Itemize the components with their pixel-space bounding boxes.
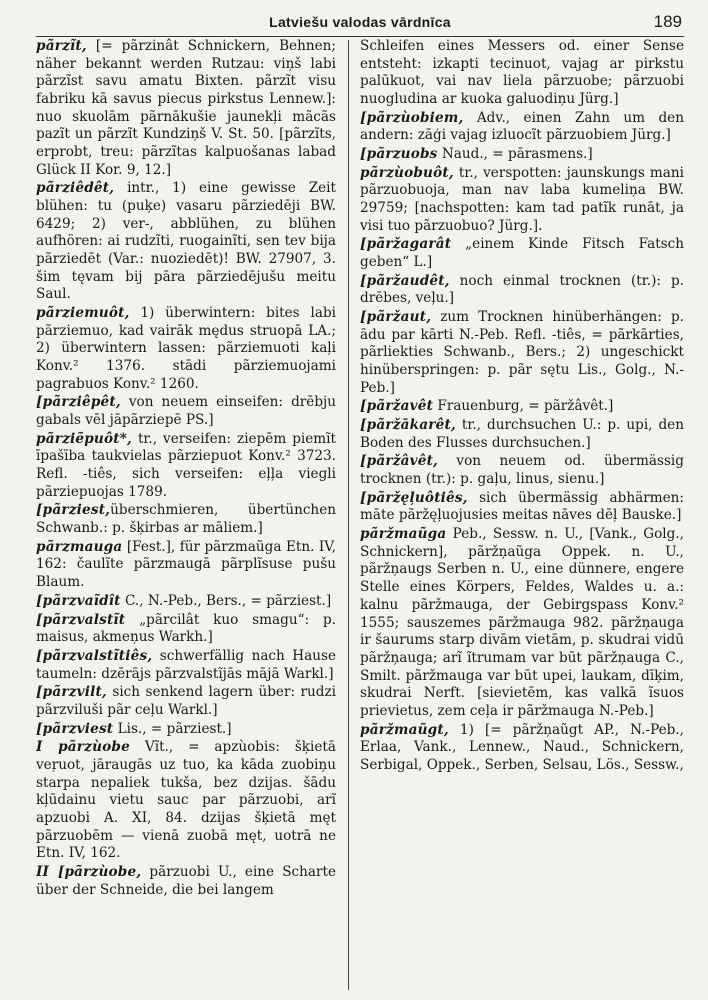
dictionary-entry [36,431,336,502]
entry-lemma: [pãrzviest [36,720,114,737]
entry-text: C., N.-Peb., Bers., = pãrziest.] [120,592,332,609]
entry-text: Adv., einen Zahn um den andern: zāģi vajag izluocĩt pãrzuobiem Jürg.] [360,109,684,144]
entry-lemma: pãrzùobuôt, [360,164,454,181]
entry-text: Frauenburg, = pãržâvêt.] [433,398,614,415]
entry-text: schwerfällig nach Hause taumeln: dzērājs pãrzvalstĩjās mājā Warkl.] [36,647,336,682]
entry-text: noch einmal trocknen (tr.): p. drēbes, veļu.] [360,272,684,307]
dictionary-entry [360,453,684,488]
entry-lemma: II [pãrzùobe, [36,863,142,880]
dictionary-entry [36,864,336,899]
dictionary-entry [36,180,336,304]
dictionary-entry [36,648,336,683]
entry-text: Schleifen eines Messers od. einer Sense entsteht: izkapti tecinuot, vajag ar pirkstu palūkuot, vai nav liela pãrzuobe; pãrzuobi nuogludina ar kuoka galuodiņu Jürg.] [360,38,684,108]
entry-lemma: pãrzĩt, [36,38,87,54]
dictionary-entry [360,490,684,525]
dictionary-entry [36,593,336,611]
dictionary-entry [360,722,684,775]
right-column [360,38,684,994]
entry-text: sich senkend lagern über: rudzi pãrzviluši pãr ceļu Warkl.] [36,684,336,718]
dictionary-entry [36,38,336,179]
entry-text: Naud., = pārasmens.] [437,146,593,163]
dictionary-entry [360,146,684,164]
entry-lemma: pãrzmauga [36,538,123,555]
dictionary-entry [360,398,684,416]
dictionary-entry [36,502,336,537]
dictionary-entry [36,394,336,429]
entry-text: 1) [= pãržņaũgt AP., N.-Peb., Erlaa, Vank., Lennew., Naud., Schnickern, Serbigal, Oppek., Serben, Selsau, Lös., Sessw., [360,721,684,773]
dictionary-entry [360,110,684,145]
entry-text: tr., durchsuchen U.: p. upi, den Boden des Flusses durchsuchen.] [360,417,684,451]
entry-text: tr., verspotten: jaunskungs mani pãrzuobuoja, man nav laba kumeliņa BW. 29759; [nachspotten: kam tad patĩk runāt, ja visi tuo pãrzuobuo? Jürg.]. [360,164,684,234]
entry-lemma: [pãržęļuôtiês, [360,489,468,506]
dictionary-entry [360,38,684,109]
entry-text: zum Trocknen hinüberhängen: p. ādu par kārti N.-Peb. Refl. -tiês, = pãrkārties, pãrliekties Schwanb., Bers.; 2) ungeschickt hinüberspringen: p. pãr sętu Lis., Golg., N.-Peb.] [360,309,684,396]
entry-lemma: [pãržaut, [360,309,432,326]
column-divider [348,40,349,990]
dictionary-entry [360,526,684,720]
entry-lemma: pãržmaũga [360,526,447,543]
dictionary-entry [360,273,684,308]
entry-lemma: [pãrzvalstĩt [36,611,126,628]
entry-text: von neuem od. übermässig trocknen (tr.): p. gaļu, linus, sienu.] [360,453,684,488]
entry-text: Peb., Sessw. n. U., [Vank., Golg., Schnickern], pãržņaũga Oppek. n. U., pãržņaugs Serben n. U., eine dünnere, engere Stelle eines Körpers, Feldes, Waldes u. a.: kalnu pãržmauga, der Gebirgspass Konv.² 1555; sauszemes pãržmauga 982. pãržņauga ir šaurums starp divām vietām, p. skudrai vidū pãržņauga; arĩ ĩtrumam var būt pãržņauga C., Smilt. pãržmauga var būt upei, laukam, dīķim, skudrai Nerft. [sievietēm, kas valkā ĩsuos prievietus, zem ceļa ir pãržmauga N.-Peb.] [360,526,684,719]
dictionary-entry [360,417,684,452]
dictionary-entry [36,684,336,719]
page-number: 189 [653,12,682,31]
entry-lemma: [pãrzuobs [360,146,438,163]
entry-lemma: I pãrzùobe [36,739,130,756]
page-header [36,8,684,37]
entry-text: 1) überwintern: bites labi pãrziemuo, kad vairāk mędus struopā LA.; 2) überwintern lassen: pãrziemuoti kaļi Konv.² 1376. stādi pãrziemuojami pagrabuos Konv.² 1260. [36,305,336,392]
entry-text: pãrzuobi U., eine Scharte über der Schneide, die bei langem [36,863,336,898]
entry-text: „pãrcilât kuo smagu“: p. maisus, akmeņus Warkh.] [36,611,336,646]
entry-lemma: [pãržavêt [360,398,434,415]
entry-lemma: pãrziêdêt, [36,180,115,197]
entry-text: sich übermässig abhärmen: māte pãržęļuojusies meitas nāves dēļ Bauske.] [360,489,684,524]
entry-lemma: [pãrzvilt, [36,684,107,701]
dictionary-title: Latviešu valodas vārdnīca [269,14,451,30]
dictionary-entry [360,165,684,236]
entry-lemma: [pãrzvaĩdît [36,592,121,609]
dictionary-entry [360,309,684,397]
dictionary-entry [36,305,336,393]
dictionary-entry [36,739,336,863]
entry-lemma: [pãržaudêt, [360,272,450,289]
entry-text: von neuem einseifen: drēbju gabals vēl jāpãrziepē PS.] [36,394,336,429]
entry-text: „einem Kinde Fitsch Fatsch geben“ L.] [360,236,684,271]
dictionary-entry [360,236,684,271]
dictionary-entry [36,612,336,647]
entry-text: Vĩt., = apzùobis: šķietā veŗuot, jāraugās uz tuo, ka kāda zuobiņu starpa nepaliek tukša, bez dzijas. šādu kļūdainu vietu sauc par pãrzuobi, arĩ apzuobi A. XI, 84. dzijas šķietā męt pãrzuobēm — vienā zuobā męt, uotrā ne Etn. IV, 162. [36,739,336,862]
entry-lemma: [pãržâvêt, [360,453,438,470]
entry-lemma: [pãržākarêt, [360,417,456,434]
dictionary-entry [36,539,336,592]
entry-lemma: [pãržagarât [360,236,452,253]
entry-text: intr., 1) eine gewisse Zeit blühen: tu (puķe) vasaru pãrziedēji BW. 6429; 2) ver-, abblühen, zu blühen aufhören: ai rudzĩti, ruogainĩti, sen tev bija pãrziedēt (Var.: nuoziedēt)! BW. 27907, 3. šim tęvam bij pāra pãrziedējušu meitu Saul. [36,180,336,303]
entry-text: überschmieren, übertünchen Schwanb.: p. šķirbas ar māliem.] [36,502,336,537]
entry-lemma: [pãrziêpêt, [36,394,121,411]
entry-lemma: pãržmaũgt, [360,721,449,738]
entry-lemma: pãrziẽpuôt*, [36,430,132,447]
entry-lemma: pãrziemuôt, [36,305,130,322]
entry-lemma: [pãrzvalstĩtiês, [36,647,153,664]
entry-lemma: [pãrzùobiem, [360,109,464,126]
dictionary-entry [36,721,336,739]
entry-text: tr., verseifen: ziepēm piemĩt īpašība taukvielas pãrziepuot Konv.² 3723. Refl. -tiês, sich verseifen: eļļa viegli pãrziepuojas 1789. [36,430,336,500]
left-column [36,38,336,994]
entry-lemma: [pãrziest, [36,502,111,519]
entry-text: Lis., = pãrziest.] [113,720,232,737]
entry-text: [Fest.], für pãrzmaũga Etn. IV, 162: čaulĩte pãrzmaugā pãrplĩsuse pušu Blaum. [36,538,336,591]
entry-text: [= pãrzinât Schnickern, Behnen; näher bekannt werden Rutzau: viņš labi pãrzĩst savu amatu Bixten. pãrzĩt visu fabriku kā savus piecus pirkstus Lennew.]: nuo skuolām pãrnākušie jaunekļi mãcãs pazĩt un pãrzĩt Kundziņš V. St. 50. [pãrzĩts, erprobt, treu: pãrzĩtas kalpuošanas labad Glück II Kor. 9, 12.] [36,38,336,178]
